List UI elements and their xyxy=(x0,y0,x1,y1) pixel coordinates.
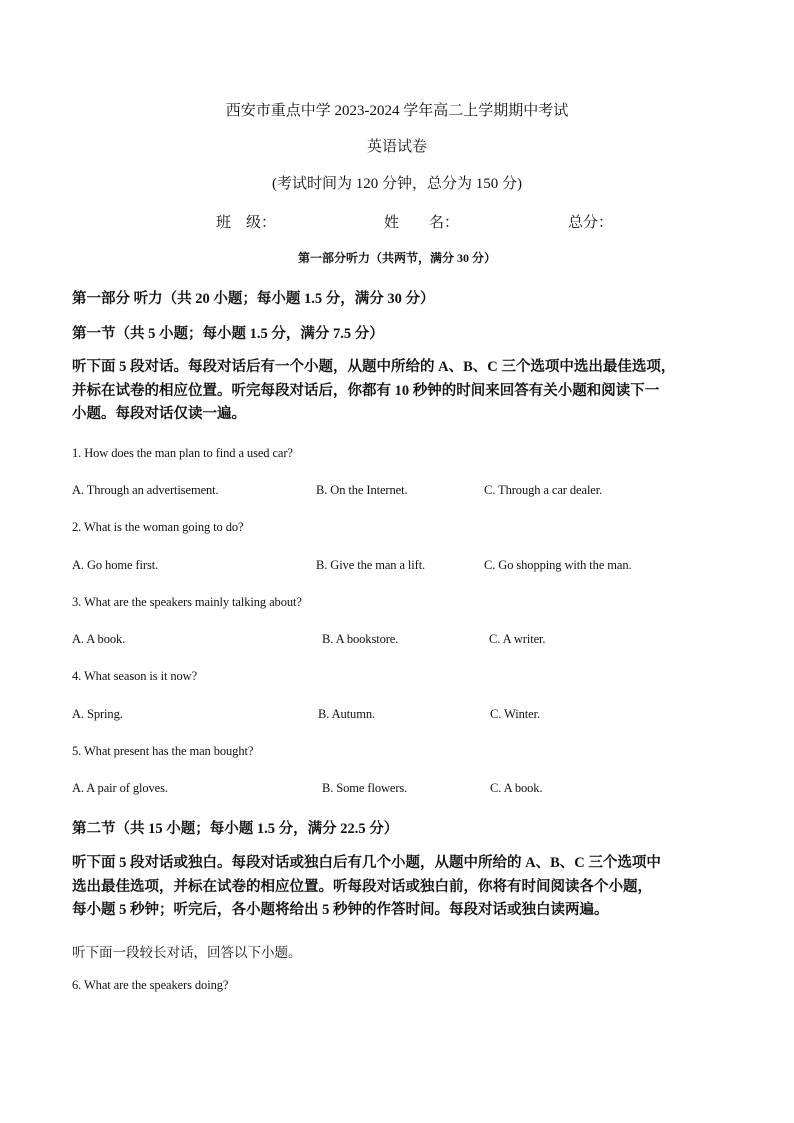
exam-title: 西安市重点中学 2023-2024 学年高二上学期期中考试 xyxy=(225,103,569,119)
option-a: A. Through an advertisement. xyxy=(72,483,219,497)
option-c: C. A book. xyxy=(490,781,543,795)
option-c: C. Through a car dealer. xyxy=(484,483,603,497)
option-b: B. Give the man a lift. xyxy=(316,558,426,572)
section1-instruction xyxy=(72,356,724,427)
instruction-line: 听下面 5 段对话或独白。每段对话或独白后有几个小题，从题中所给的 A、B、C 三个选项中 xyxy=(72,855,661,871)
section1-heading: 第一节（共 5 小题；每小题 1.5 分，满分 7.5 分） xyxy=(72,326,384,342)
option-c: C. Go shopping with the man. xyxy=(484,558,632,572)
option-b: B. Some flowers. xyxy=(322,781,408,795)
instruction-line: 选出最佳选项，并标在试卷的相应位置。听每段对话或独白前，你将有时间阅读各个小题， xyxy=(72,878,652,895)
section2-heading: 第二节（共 15 小题；每小题 1.5 分，满分 22.5 分） xyxy=(72,821,399,837)
exam-info: (考试时间为 120 分钟，总分为 150 分) xyxy=(272,176,522,192)
class-label: 班 级： xyxy=(216,215,277,231)
part-center-heading: 第一部分听力（共两节，满分 30 分） xyxy=(297,251,496,265)
score-label: 总分： xyxy=(568,215,614,231)
option-c: C. Winter. xyxy=(490,707,541,721)
question-stem: 2. What is the woman going to do? xyxy=(72,520,244,534)
question-stem: 4. What season is it now? xyxy=(72,669,198,683)
option-b: B. On the Internet. xyxy=(316,483,408,497)
option-c: C. A writer. xyxy=(489,632,546,646)
exam-subject: 英语试卷 xyxy=(366,139,427,155)
option-b: B. Autumn. xyxy=(318,707,375,721)
instruction-line: 并标在试卷的相应位置。听完每段对话后，你都有 10 秒钟的时间来回答有关小题和阅读下一 xyxy=(72,382,660,399)
question-stem: 5. What present has the man bought? xyxy=(72,744,254,758)
option-a: A. A book. xyxy=(72,632,126,646)
question-stem: 1. How does the man plan to find a used car? xyxy=(72,446,293,460)
instruction-line: 听下面 5 段对话。每段对话后有一个小题，从题中所给的 A、B、C 三个选项中选出最佳选项， xyxy=(72,359,676,375)
option-a: A. Go home first. xyxy=(72,558,159,572)
instruction-line: 每小题 5 秒钟；听完后，各小题将给出 5 秒钟的作答时间。每段对话或独白读两遍。 xyxy=(72,902,609,918)
sub-instruction: 听下面一段较长对话，回答以下小题。 xyxy=(72,945,302,960)
name-label: 姓 名： xyxy=(384,215,460,231)
option-a: A. A pair of gloves. xyxy=(72,781,168,795)
option-a: A. Spring. xyxy=(72,707,123,721)
instruction-line: 小题。每段对话仅读一遍。 xyxy=(72,406,246,422)
option-b: B. A bookstore. xyxy=(322,632,399,646)
part1-heading: 第一部分 听力（共 20 小题；每小题 1.5 分，满分 30 分） xyxy=(72,291,435,307)
question-stem: 6. What are the speakers doing? xyxy=(72,978,229,992)
question-stem: 3. What are the speakers mainly talking about? xyxy=(72,595,302,609)
section2-instruction xyxy=(72,852,724,923)
